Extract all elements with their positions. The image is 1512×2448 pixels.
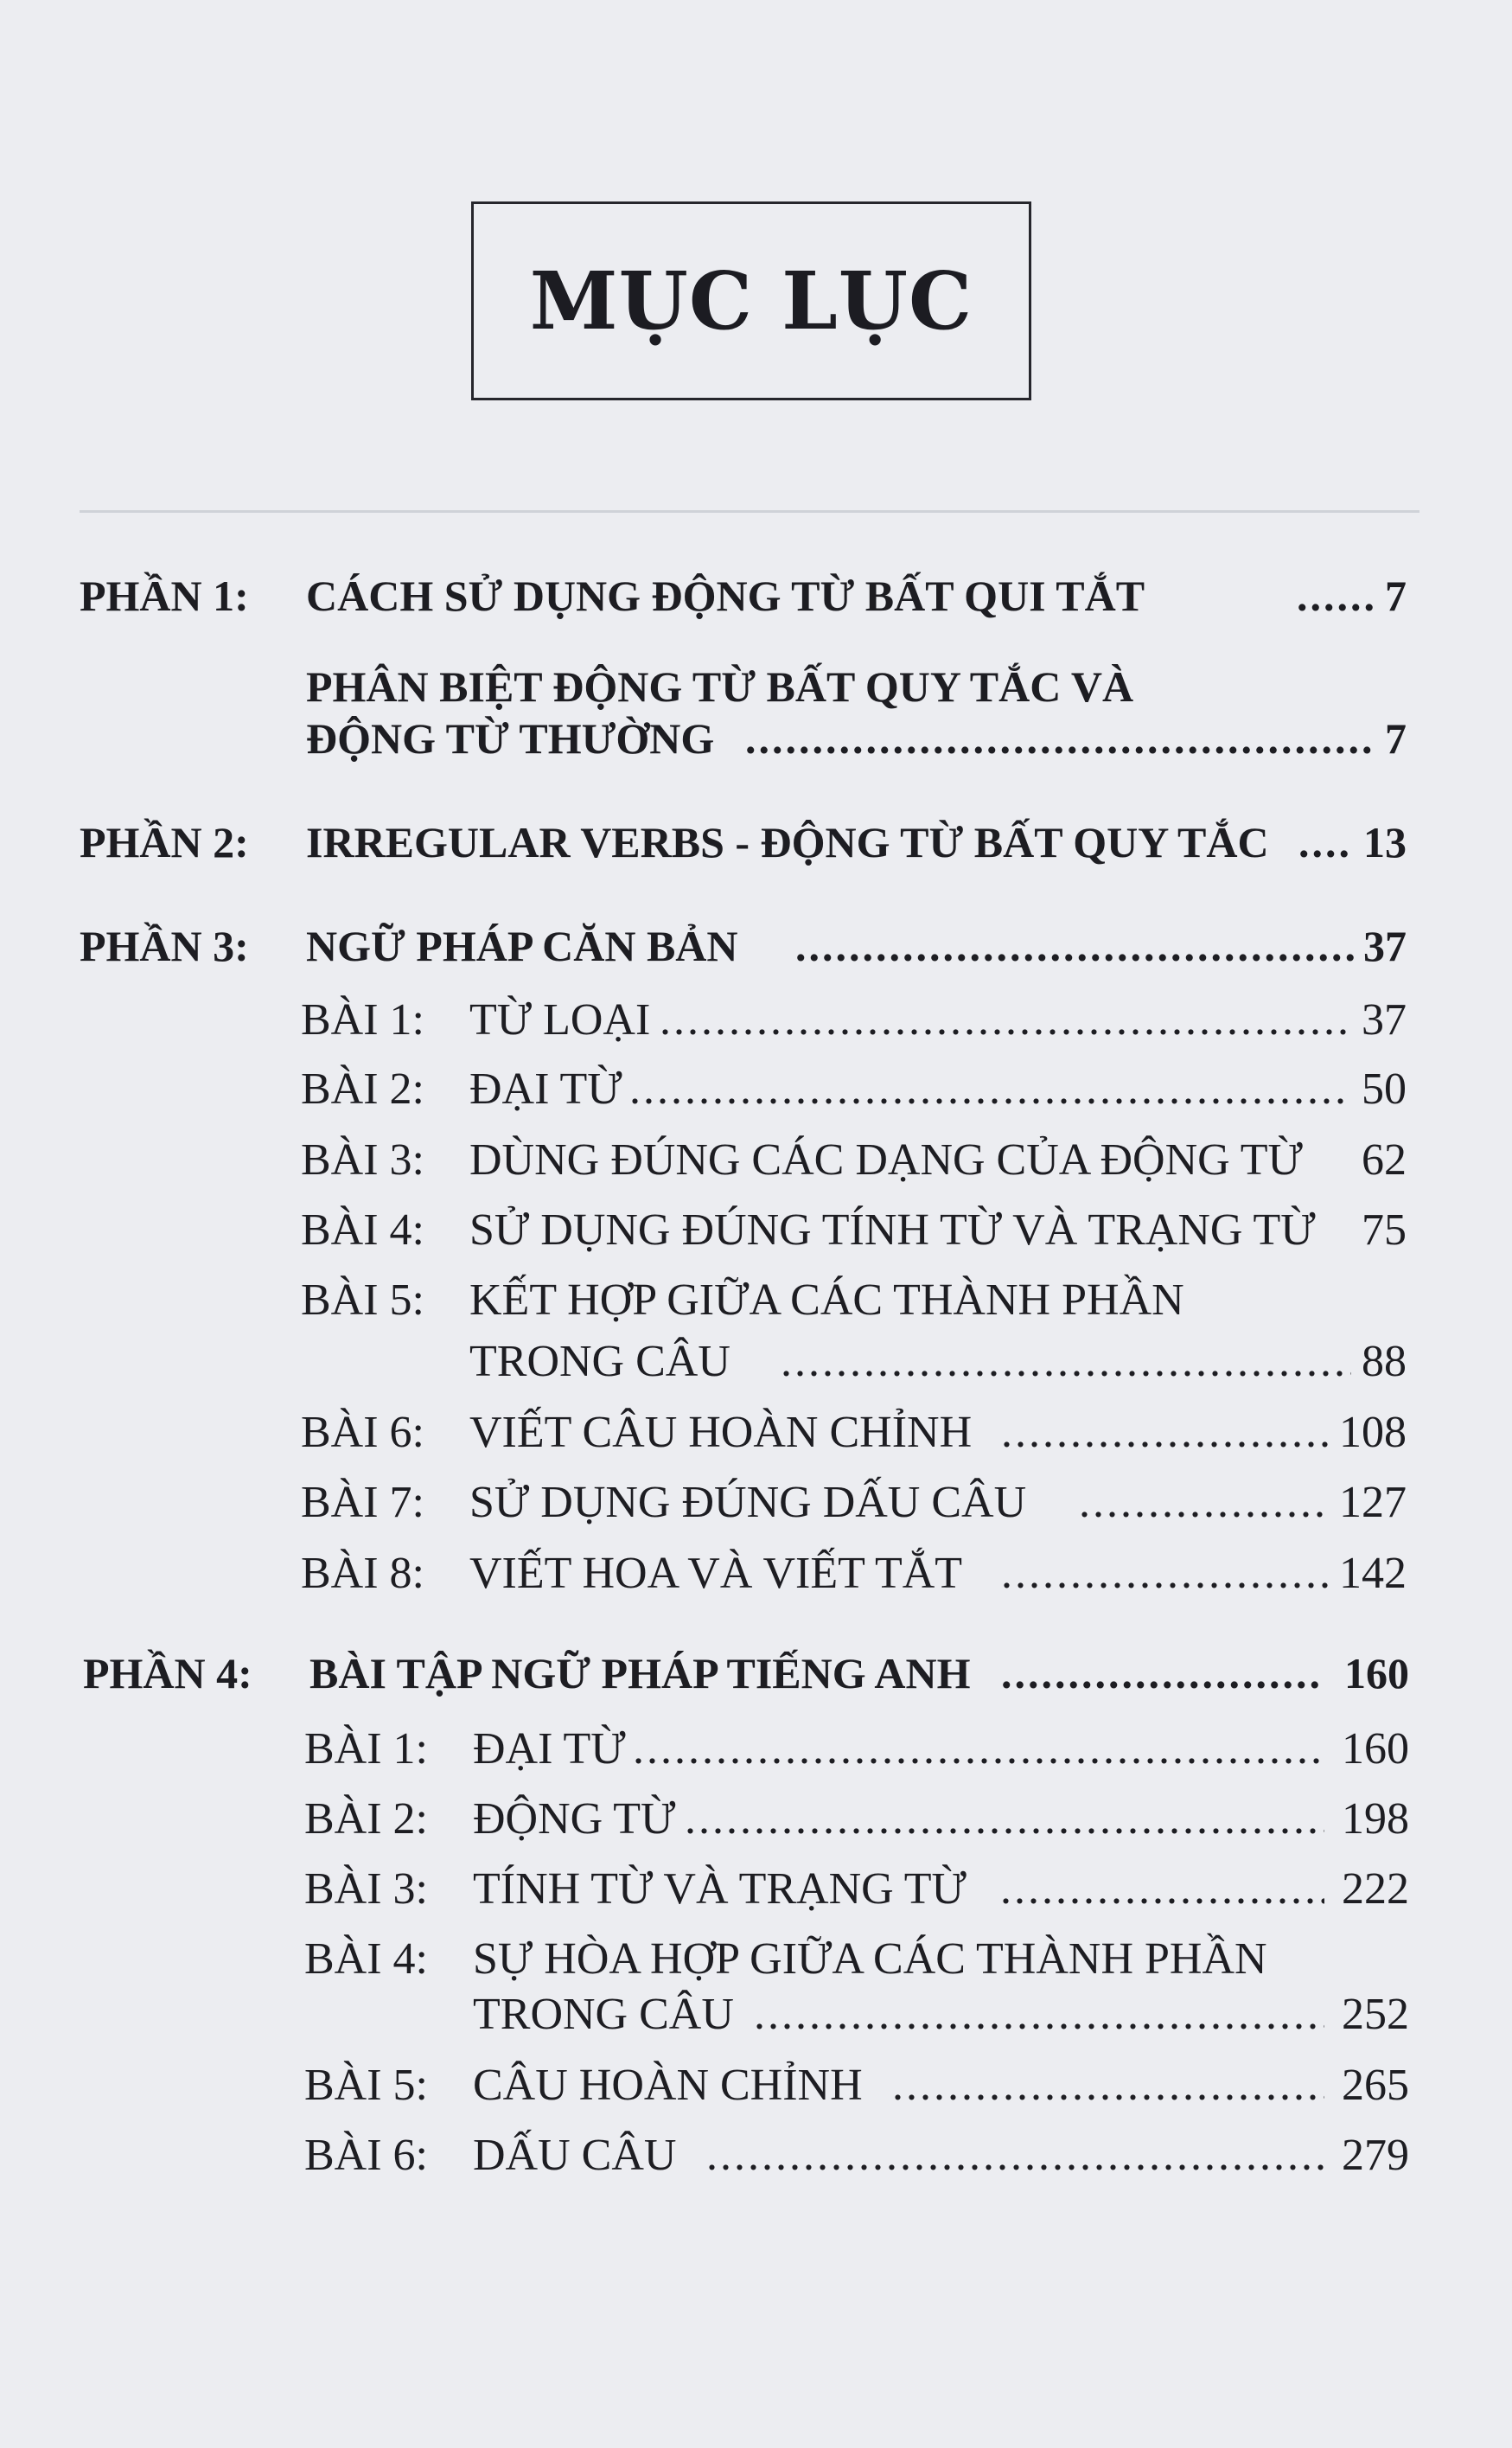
dot-leader — [1079, 1477, 1330, 1528]
page-title: MỤC LỤC — [471, 201, 1031, 400]
dot-leader — [633, 1723, 1324, 1774]
divider — [80, 510, 1419, 513]
toc-entry-lesson[interactable] — [301, 1407, 1407, 1469]
page-number: 7 — [1385, 714, 1407, 763]
lesson-title: DÙNG ĐÚNG CÁC DẠNG CỦA ĐỘNG TỪ — [469, 1135, 1303, 1185]
lesson-label: BÀI 4: — [301, 1205, 424, 1255]
toc-entry-lesson[interactable] — [304, 1933, 1409, 1996]
lesson-label: BÀI 4: — [304, 1934, 428, 1984]
toc-entry-lesson[interactable] — [301, 1477, 1407, 1539]
part-label: PHẦN 3: — [80, 922, 249, 970]
lesson-title-line-2: TRONG CÂU — [469, 1337, 730, 1386]
dot-leader — [754, 1989, 1324, 2040]
dot-leader — [1001, 1548, 1330, 1599]
lesson-label: BÀI 3: — [304, 1864, 428, 1914]
lesson-title-line-1: KẾT HỢP GIỮA CÁC THÀNH PHẦN — [469, 1275, 1184, 1325]
lesson-title: VIẾT CÂU HOÀN CHỈNH — [469, 1408, 973, 1457]
toc-entry-lesson[interactable] — [304, 1723, 1409, 1786]
lesson-label: BÀI 2: — [301, 1064, 424, 1114]
dot-leader — [685, 1793, 1324, 1844]
toc-entry-lesson-line2[interactable] — [304, 1989, 1409, 2051]
toc-entry-lesson[interactable] — [304, 2130, 1409, 2192]
page-number: 108 — [1339, 1408, 1407, 1457]
toc-entry-lesson[interactable] — [301, 1548, 1407, 1610]
lesson-label: BÀI 5: — [301, 1275, 424, 1325]
part-title: CÁCH SỬ DỤNG ĐỘNG TỪ BẤT QUI TẮT — [306, 572, 1145, 620]
lesson-label: BÀI 1: — [301, 995, 424, 1045]
dot-leader — [1297, 571, 1376, 621]
toc-entry-lesson[interactable] — [304, 2060, 1409, 2122]
lesson-title: ĐẠI TỪ — [473, 1724, 626, 1774]
page-number: 7 — [1385, 572, 1407, 620]
lesson-title: SỬ DỤNG ĐÚNG DẤU CÂU — [469, 1478, 1027, 1527]
lesson-label: BÀI 1: — [304, 1724, 428, 1774]
part-title: BÀI TẬP NGỮ PHÁP TIẾNG ANH — [309, 1649, 971, 1697]
lesson-title: TỪ LOẠI — [469, 995, 651, 1045]
page-number: 88 — [1362, 1337, 1407, 1386]
dot-leader — [795, 921, 1355, 971]
dot-leader — [660, 994, 1351, 1045]
toc-entry-part-4[interactable] — [83, 1648, 1409, 1710]
page-number: 265 — [1342, 2061, 1409, 2110]
lesson-title: SỬ DỤNG ĐÚNG TÍNH TỪ VÀ TRẠNG TỪ — [469, 1205, 1316, 1255]
toc-entry-lesson[interactable] — [301, 1275, 1407, 1337]
part-title: NGỮ PHÁP CĂN BẢN — [306, 922, 738, 970]
lesson-label: BÀI 2: — [304, 1794, 428, 1844]
toc-entry-lesson[interactable] — [301, 1064, 1407, 1126]
toc-entry-part-1[interactable] — [80, 571, 1407, 633]
toc-entry-lesson[interactable] — [304, 1863, 1409, 1926]
toc-entry-part-1-sub-line2[interactable] — [80, 713, 1407, 776]
lesson-label: BÀI 7: — [301, 1478, 424, 1527]
lesson-label: BÀI 3: — [301, 1135, 424, 1185]
lesson-label: BÀI 5: — [304, 2061, 428, 2110]
dot-leader — [1298, 817, 1350, 867]
dot-leader — [1001, 1648, 1321, 1698]
toc-entry-lesson[interactable] — [301, 994, 1407, 1057]
lesson-title: ĐỘNG TỪ — [473, 1794, 676, 1844]
page-number: 222 — [1342, 1864, 1409, 1914]
lesson-title: CÂU HOÀN CHỈNH — [473, 2061, 863, 2110]
page-number: 160 — [1344, 1649, 1409, 1697]
lesson-title: DẤU CÂU — [473, 2131, 677, 2180]
dot-leader — [745, 713, 1376, 764]
part-title-line-2: ĐỘNG TỪ THƯỜNG — [306, 714, 715, 763]
lesson-label: BÀI 6: — [304, 2131, 428, 2180]
toc-entry-lesson-line2[interactable] — [301, 1336, 1407, 1398]
page-number: 50 — [1362, 1064, 1407, 1114]
toc-entry-lesson[interactable] — [301, 1205, 1407, 1267]
page-number: 13 — [1363, 818, 1407, 866]
part-label: PHẦN 2: — [80, 818, 249, 866]
toc-entry-lesson[interactable] — [301, 1135, 1407, 1197]
dot-leader — [1000, 1863, 1324, 1914]
page-number: 160 — [1342, 1724, 1409, 1774]
part-label: PHẦN 1: — [80, 572, 249, 620]
lesson-title-line-1: SỰ HÒA HỢP GIỮA CÁC THÀNH PHẦN — [473, 1934, 1267, 1984]
toc-entry-lesson[interactable] — [304, 1793, 1409, 1856]
page-number: 75 — [1362, 1205, 1407, 1255]
page-number: 37 — [1363, 922, 1407, 970]
dot-leader — [781, 1336, 1351, 1387]
dot-leader — [629, 1064, 1351, 1115]
lesson-label: BÀI 6: — [301, 1408, 424, 1457]
lesson-title-line-2: TRONG CÂU — [473, 1990, 734, 2039]
page-number: 62 — [1362, 1135, 1407, 1185]
dot-leader — [1001, 1407, 1330, 1458]
lesson-title: TÍNH TỪ VÀ TRẠNG TỪ — [473, 1864, 967, 1914]
page-number: 142 — [1339, 1549, 1407, 1598]
lesson-label: BÀI 8: — [301, 1549, 424, 1598]
lesson-title: ĐẠI TỪ — [469, 1064, 622, 1114]
page-number: 37 — [1362, 995, 1407, 1045]
dot-leader — [706, 2130, 1324, 2181]
dot-leader — [892, 2060, 1324, 2111]
page-number: 279 — [1342, 2131, 1409, 2180]
part-title: IRREGULAR VERBS - ĐỘNG TỪ BẤT QUY TẮC — [306, 818, 1269, 866]
page-number: 198 — [1342, 1794, 1409, 1844]
part-label: PHẦN 4: — [83, 1649, 252, 1697]
toc-entry-part-3[interactable] — [80, 921, 1407, 983]
lesson-title: VIẾT HOA VÀ VIẾT TẮT — [469, 1549, 963, 1598]
page-number: 252 — [1342, 1990, 1409, 2039]
part-title-line-1: PHÂN BIỆT ĐỘNG TỪ BẤT QUY TẮC VÀ — [306, 662, 1134, 711]
toc-entry-part-2[interactable] — [80, 817, 1407, 879]
page-number: 127 — [1339, 1478, 1407, 1527]
